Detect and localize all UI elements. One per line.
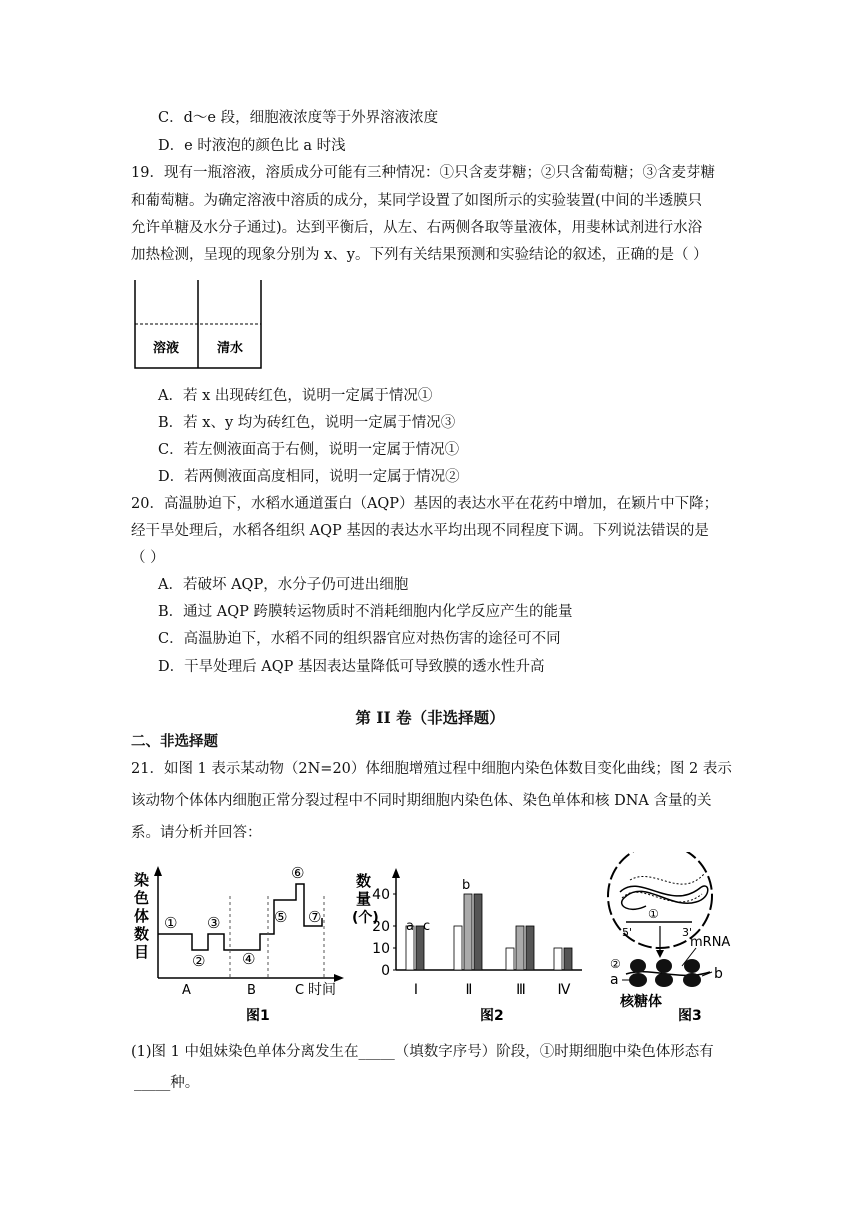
q18-option-d: D．e 时液泡的颜色比 a 时浅 (158, 138, 346, 154)
fig2-ytick: 0 (381, 963, 390, 979)
fig1-section-a: A (182, 983, 191, 998)
fig-right-label: 清水 (216, 341, 244, 356)
fig3-3prime: 3' (682, 926, 693, 939)
q18-option-c: C．d～e 段，细胞液浓度等于外界溶液浓度 (158, 110, 439, 126)
fig2-ytick: 10 (372, 941, 390, 957)
u-tube-figure (128, 276, 268, 372)
fig2-bar-c (564, 948, 572, 970)
fig1-mark-5: ⑤ (274, 908, 288, 926)
figure-1 (128, 858, 350, 1026)
fig2-caption: 图2 (480, 1008, 504, 1024)
fig1-mark-4: ④ (242, 950, 256, 968)
fig2-ylabel-1: 数 (356, 872, 372, 890)
fig3-caption: 图3 (678, 1008, 702, 1024)
fig1-mark-3: ③ (207, 914, 221, 932)
fig1-ylabel-4: 数 (134, 925, 150, 943)
fig2-category-label: Ⅲ (516, 982, 526, 998)
fig2-category-label: Ⅱ (465, 982, 473, 998)
fig-left-label: 溶液 (152, 341, 180, 356)
fig3-5prime: 5' (622, 926, 633, 939)
fig1-mark-7: ⑦ (308, 908, 322, 926)
fig3-mark-1: ① (648, 907, 659, 921)
q21-line-3: 系。请分析并回答： (131, 825, 262, 841)
fig2-ylabel-3: (个) (352, 910, 379, 926)
q20-line-2: 经干旱处理后，水稻各组织 AQP 基因的表达水平均出现不同程度下调。下列说法错误的是 (131, 523, 709, 539)
fig1-mark-6: ⑥ (291, 864, 305, 882)
fig1-mark-1: ① (164, 914, 178, 932)
fig1-ylabel-3: 体 (134, 907, 150, 925)
figure-3 (600, 852, 750, 1024)
fig2-category-label: Ⅰ (413, 982, 419, 998)
fig1-caption: 图1 (246, 1008, 270, 1024)
fig1-xlabel: 时间 (308, 982, 336, 998)
fig2-bar-a (554, 948, 562, 970)
fig2-legend-a: a (406, 919, 414, 934)
q20-line-3: （ ） (131, 550, 165, 566)
fig1-ylabel-2: 色 (134, 889, 150, 907)
q20-option-d: D．干旱处理后 AQP 基因表达量降低可导致膜的透水性升高 (158, 659, 545, 675)
section-heading: 二、非选择题 (131, 733, 218, 750)
q20-option-c: C．高温胁迫下，水稻不同的组织器官应对热伤害的途径可不同 (158, 631, 561, 647)
fig2-category-label: Ⅳ (557, 982, 571, 998)
fig3-mrna-label: mRNA (690, 935, 731, 950)
fig2-bar-c (474, 894, 482, 970)
figure-2 (350, 858, 590, 1026)
fig2-legend-b: b (462, 878, 471, 893)
section-title: 第 II 卷（非选择题） (355, 708, 505, 727)
fig3-mark-2: ② (610, 957, 621, 971)
fig1-section-c: C (295, 983, 305, 998)
q19-line-4: 加热检测，呈现的现象分别为 x、y。下列有关结果预测和实验结论的叙述，正确的是（ ） (131, 247, 708, 263)
q20-option-b: B．通过 AQP 跨膜转运物质时不消耗细胞内化学反应产生的能量 (158, 604, 573, 620)
q19-option-c: C．若左侧液面高于右侧，说明一定属于情况① (158, 442, 460, 458)
q19-line-3: 允许单糖及水分子通过)。达到平衡后，从左、右两侧各取等量液体，用斐林试剂进行水浴 (131, 220, 703, 236)
fig2-ylabel-2: 量 (356, 890, 372, 908)
q19-option-d: D．若两侧液面高度相同，说明一定属于情况② (158, 469, 460, 485)
fig2-ytick: 20 (372, 919, 390, 935)
q21-line-2: 该动物个体体内细胞正常分裂过程中不同时期细胞内染色体、染色单体和核 DNA 含量的关 (131, 793, 712, 809)
q20-line-1: 20．高温胁迫下，水稻水通道蛋白（AQP）基因的表达水平在花药中增加，在颖片中下降； (131, 496, 719, 512)
q21-line-1: 21．如图 1 表示某动物（2N=20）体细胞增殖过程中细胞内染色体数目变化曲线；图 2 表示 (131, 761, 732, 777)
fig3-ribosome-label: 核糖体 (620, 994, 662, 1010)
fig2-ytick: 40 (372, 887, 390, 903)
fig1-section-b: B (247, 983, 256, 998)
fig1-ylabel-5: 目 (134, 943, 150, 961)
fig2-bar-b (464, 894, 472, 970)
q19-line-2: 和葡萄糖。为确定溶液中溶质的成分，某同学设置了如图所示的实验装置(中间的半透膜只 (131, 193, 703, 209)
fig2-legend-c: c (423, 919, 431, 934)
fig2-bar-b (516, 926, 524, 970)
q21-sub1-line-1: (1)图 1 中姐妹染色单体分离发生在_____（填数字序号）阶段，①时期细胞中染色体形态有 (131, 1044, 714, 1060)
q19-option-b: B．若 x、y 均为砖红色，说明一定属于情况③ (158, 415, 456, 431)
fig3-label-a: a (610, 972, 619, 988)
fig2-bar-c (526, 926, 534, 970)
q19-option-a: A．若 x 出现砖红色，说明一定属于情况① (158, 388, 433, 404)
fig3-label-b: b (714, 966, 723, 982)
q21-sub1-line-2: _____种。 (134, 1075, 200, 1091)
q19-line-1: 19．现有一瓶溶液，溶质成分可能有三种情况：①只含麦芽糖；②只含葡萄糖；③含麦芽糖 (131, 165, 715, 181)
fig2-bar-a (506, 948, 514, 970)
fig2-bar-a (454, 926, 462, 970)
fig1-mark-2: ② (192, 952, 206, 970)
q20-option-a: A．若破坏 AQP，水分子仍可进出细胞 (158, 577, 409, 593)
fig1-ylabel-1: 染 (134, 871, 150, 889)
